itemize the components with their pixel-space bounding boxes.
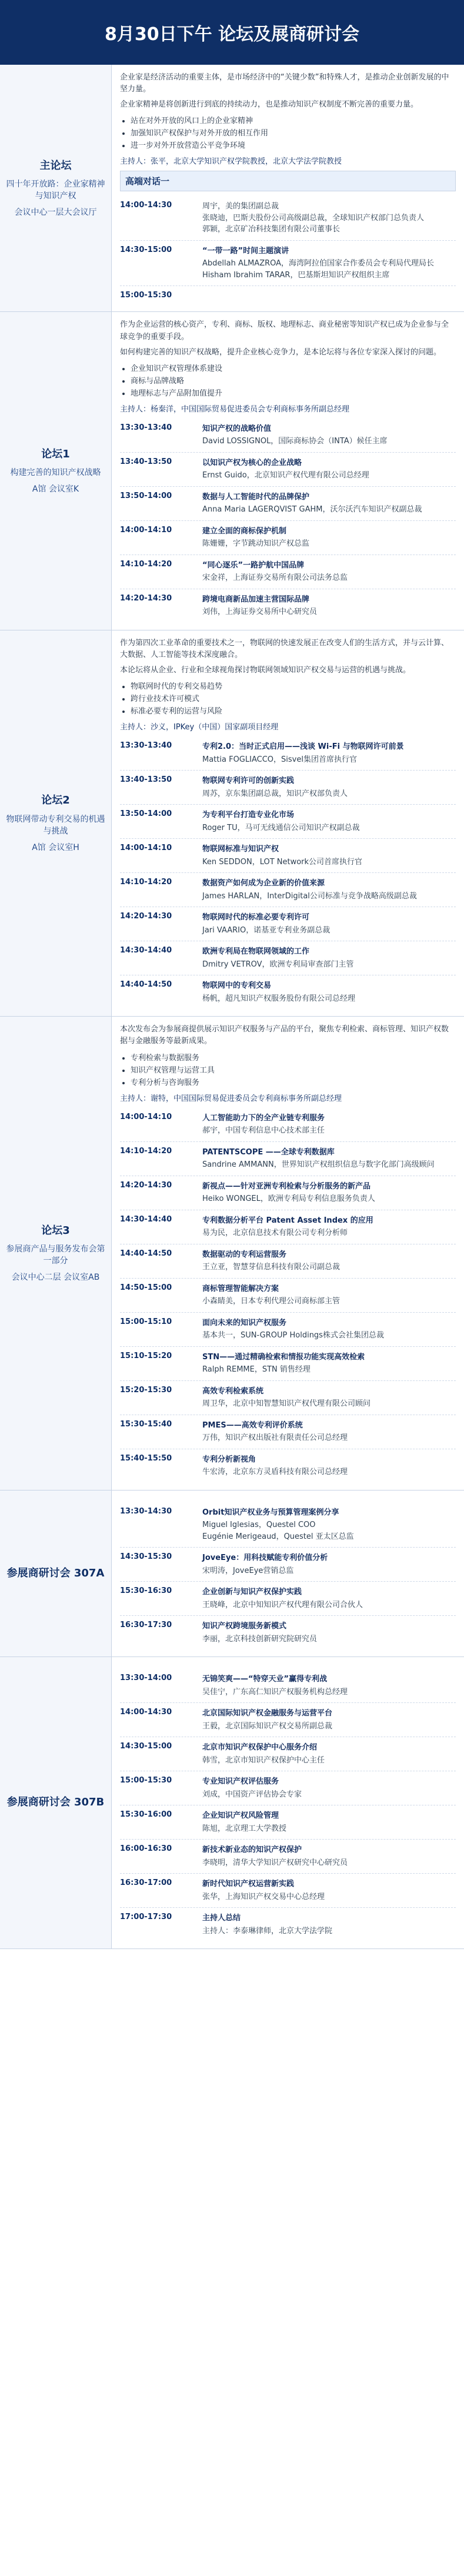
agenda-desc (202, 1386, 456, 1410)
session-row (0, 1657, 464, 1949)
agenda-item (120, 1547, 456, 1581)
agenda-speaker: Ken SEDDON，LOT Network公司首席执行官 (202, 857, 363, 867)
agenda-title: 数据与人工智能时代的品牌保护 (202, 492, 310, 502)
page-title-text: 8月30日下午 论坛及展商研讨会 (104, 24, 360, 45)
session-right (112, 1017, 464, 1489)
agenda-title: 为专利平台打造专业化市场 (202, 811, 295, 820)
agenda-desc (202, 1810, 456, 1834)
agenda-list (120, 1669, 456, 1941)
agenda-desc (202, 1552, 456, 1576)
agenda-speaker: 吴佳宁，广东高仁知识产权服务机构总经理 (202, 1687, 348, 1697)
agenda-speaker: 周宇，美的集团副总裁 (202, 202, 279, 211)
agenda-speaker: 万伟，知识产权出版社有限责任公司总经理 (202, 1433, 348, 1443)
session-left (0, 1491, 112, 1657)
agenda-desc (202, 1249, 456, 1273)
agenda-time: 16:30-17:30 (120, 1621, 172, 1630)
agenda-speaker: 王立亚，智慧芽信息科技有限公司副总裁 (202, 1263, 341, 1272)
bullet-item: • 站在对外开放的风口上的企业家精神 (131, 114, 456, 125)
agenda-time: 17:00-17:30 (120, 1913, 172, 1922)
agenda-title: 新时代知识产权运营新实践 (202, 1880, 295, 1889)
agenda-time: 14:20-14:30 (120, 593, 172, 603)
agenda-speaker: Abdellah ALMAZROA，海湾阿拉伯国家合作委员会专利局代理局长 (202, 259, 435, 268)
agenda-time: 13:30-14:00 (120, 1674, 172, 1683)
agenda-item (120, 1141, 456, 1176)
session-bullets (120, 114, 456, 150)
agenda-speaker: 周苏，京东集团副总裁，知识产权部负责人 (202, 789, 348, 798)
session-right (112, 65, 464, 311)
agenda-speaker: 主持人：李泰琳律师，北京大学法学院 (202, 1926, 333, 1936)
agenda-time: 15:10-15:20 (120, 1351, 172, 1360)
agenda-title: 专业知识产权评估服务 (202, 1777, 279, 1787)
session-row (0, 312, 464, 630)
agenda-time: 13:30-13:40 (120, 741, 172, 751)
session-left (0, 65, 112, 311)
agenda-title: PMES——高效专利评价系统 (202, 1420, 303, 1430)
agenda-item (120, 419, 456, 452)
agenda-desc (202, 492, 456, 516)
agenda-item (120, 240, 456, 286)
agenda-item (120, 196, 456, 240)
agenda-desc (202, 1352, 456, 1376)
agenda-time: 13:30-13:40 (120, 423, 172, 432)
agenda-speaker: 易为民，北京信息技术有限公司专利分析师 (202, 1229, 348, 1238)
agenda-title: 以知识产权为核心的企业战略 (202, 458, 302, 467)
session-subtitle: 四十年开放路：企业家精神与知识产权 (6, 179, 105, 201)
session-right (112, 312, 464, 629)
agenda-title: 新视点——针对亚洲专利检索与分析服务的新产品 (202, 1181, 371, 1191)
agenda-time: 14:40-14:50 (120, 1249, 172, 1258)
agenda-list (120, 196, 456, 304)
agenda-item (120, 1346, 456, 1380)
session-subtitle: 物联网带动专利交易的机遇与挑战 (6, 814, 105, 836)
agenda-time: 15:00-15:10 (120, 1317, 172, 1326)
agenda-time: 13:40-13:50 (120, 775, 172, 785)
intro-paragraph: 本次发布会为参展商提供展示知识产权服务与产品的平台，聚焦专利检索、商标管理、知识产权数据与金融服务等最新成果。 (120, 1025, 449, 1046)
agenda-time: 15:30-15:40 (120, 1419, 172, 1429)
agenda-desc (202, 1708, 456, 1732)
agenda-item (120, 1702, 456, 1737)
session-row (0, 630, 464, 1017)
agenda-time: 14:10-14:20 (120, 878, 172, 887)
agenda-desc (202, 1844, 456, 1868)
agenda-title: 无锦笑爽——“特穿天业”赢得专利战 (202, 1675, 328, 1684)
agenda-title: 北京市知识产权保护中心服务介绍 (202, 1743, 318, 1752)
agenda-time: 14:00-14:30 (120, 201, 172, 210)
agenda-time: 15:20-15:30 (120, 1385, 172, 1395)
session-left (0, 1017, 112, 1489)
agenda-desc (202, 1283, 456, 1307)
agenda-speaker: 郭颖，北京矿冶科技集团有限公司董事长 (202, 225, 341, 234)
session-chair: 主持人：杨秦洋，中国国际贸易促进委员会专利商标事务所副总经理 (120, 404, 350, 414)
agenda-title: 专利分析新视角 (202, 1455, 256, 1464)
agenda-speaker: 郝宇，中国专利信息中心技术部主任 (202, 1126, 325, 1136)
agenda-desc (202, 1454, 456, 1478)
agenda-item (120, 1449, 456, 1483)
agenda-time: 14:10-14:20 (120, 559, 172, 569)
agenda-title: 面向未来的知识产权服务 (202, 1318, 287, 1327)
agenda-speaker: Anna Maria LAGERQVIST GAHM，沃尔沃汽车知识产权副总裁 (202, 505, 422, 514)
agenda-list (120, 1108, 456, 1483)
agenda-time: 16:00-16:30 (120, 1844, 172, 1854)
agenda-desc (202, 1181, 456, 1205)
agenda-desc (202, 1147, 456, 1171)
agenda-title: 物联网标准与知识产权 (202, 845, 279, 854)
agenda-speaker: Jari VAARIO，诺基亚专利业务副总裁 (202, 925, 331, 935)
bullet-item: • 商标与品牌战略 (131, 374, 456, 386)
agenda-item (120, 975, 456, 1009)
intro-paragraph: 本论坛将从企业、行业和全球视角探讨物联网领域知识产权交易与运营的机遇与挑战。 (120, 666, 411, 675)
agenda-desc (202, 912, 456, 936)
agenda-item (120, 1907, 456, 1941)
agenda-time: 14:40-14:50 (120, 980, 172, 990)
agenda-desc (202, 1317, 456, 1342)
agenda-item (120, 1312, 456, 1346)
agenda-item (120, 838, 456, 872)
agenda-title: 专利2.0：当时正式启用——浅谈 Wi-Fi 与物联网许可前景 (202, 742, 404, 752)
session-right (112, 1657, 464, 1948)
agenda-desc (202, 775, 456, 799)
agenda-desc (202, 980, 456, 1004)
agenda-item (120, 907, 456, 941)
bullet-item: • 地理标志与产品附加值提升 (131, 387, 456, 398)
agenda-time: 15:30-16:30 (120, 1586, 172, 1596)
bullet-item: • 标准必要专利的运营与风险 (131, 705, 456, 716)
agenda-desc (202, 526, 456, 550)
session-intro (120, 72, 456, 111)
agenda-speaker: 王毅，北京国际知识产权交易所副总裁 (202, 1721, 333, 1731)
agenda-speaker: Eugénie Merigeaud，Questel 亚太区总监 (202, 1532, 354, 1541)
agenda-item (120, 1839, 456, 1873)
agenda-item (120, 941, 456, 975)
agenda-title: 人工智能助力下的全产业链专利服务 (202, 1113, 325, 1123)
session-title: 主论坛 (39, 159, 72, 172)
agenda-title: PATENTSCOPE ——全球专利数据库 (202, 1147, 335, 1157)
bullet-item: • 进一步对外开放营造公平竞争环境 (131, 139, 456, 150)
session-chair: 主持人：沙义，IPKey（中国）国家副项目经理 (120, 723, 279, 732)
agenda-time: 13:30-14:30 (120, 1506, 172, 1516)
agenda-desc (202, 245, 456, 281)
agenda-speaker: Mattia FOGLIACCO，Sisvel集团首席执行官 (202, 755, 357, 764)
agenda-item (120, 1615, 456, 1649)
bullet-item: • 专利检索与数据服务 (131, 1051, 456, 1063)
session-title: 论坛1 (41, 447, 70, 460)
session-subtitle: 参展商产品与服务发布会第一部分 (6, 1244, 105, 1266)
agenda-desc (202, 1621, 456, 1645)
agenda-title: 跨境电商新品加速主营国际品牌 (202, 595, 310, 604)
agenda-list (120, 736, 456, 1009)
agenda-time: 14:00-14:30 (120, 1708, 172, 1717)
agenda-time: 14:20-14:30 (120, 912, 172, 921)
agenda-title: 数据资产如何成为企业新的价值来源 (202, 879, 325, 888)
agenda-title: 北京国际知识产权金融服务与运营平台 (202, 1709, 333, 1718)
agenda-desc (202, 457, 456, 482)
agenda-desc (202, 1507, 456, 1543)
agenda-title: 知识产权的战略价值 (202, 424, 272, 433)
agenda-item (120, 1771, 456, 1805)
session-title: 参展商研讨会 307B (6, 1796, 105, 1809)
session-left (0, 312, 112, 629)
session-intro (120, 638, 456, 676)
agenda-time: 14:00-14:10 (120, 844, 172, 853)
session-title: 论坛2 (41, 794, 70, 807)
agenda-desc (202, 560, 456, 584)
agenda-speaker: 张晓迪，巴斯夫股份公司高级副总裁，全球知识产权部门总负责人 (202, 213, 425, 223)
session-room: 会议中心二层 会议室AB (11, 1273, 100, 1283)
agenda-item (120, 1108, 456, 1141)
agenda-title: STN——通过精确检索和情报功能实现高效检索 (202, 1352, 365, 1362)
agenda-desc (202, 809, 456, 834)
intro-paragraph: 作为企业运营的核心资产，专利、商标、版权、地理标志、商业秘密等知识产权已成为企业参与全球竞争的重要手段。 (120, 320, 449, 341)
agenda-speaker: 陈旭，北京理工大学教授 (202, 1824, 287, 1833)
agenda-item (120, 1873, 456, 1907)
agenda-time: 15:00-15:30 (120, 291, 172, 300)
agenda-time: 15:00-15:30 (120, 1776, 172, 1785)
agenda-desc (202, 1215, 456, 1239)
agenda-item (120, 1210, 456, 1244)
agenda-speaker: 刘伟，上海证券交易所中心研究员 (202, 608, 318, 617)
agenda-desc (202, 844, 456, 868)
agenda-item (120, 1737, 456, 1771)
agenda-time: 14:10-14:20 (120, 1146, 172, 1156)
agenda-title: 知识产权跨境服务新模式 (202, 1622, 287, 1631)
agenda-speaker: 宋金祥，上海证券交易所有限公司法务总监 (202, 573, 348, 583)
agenda-item (120, 1278, 456, 1312)
agenda-item (120, 872, 456, 907)
agenda-desc (202, 423, 456, 447)
agenda-item (120, 1805, 456, 1839)
session-subtitle: 构建完善的知识产权战略 (10, 468, 101, 478)
session-row (0, 1491, 464, 1658)
agenda-speaker: 杨帆，超凡知识产权服务股份有限公司总经理 (202, 994, 356, 1003)
session-bullets (120, 680, 456, 716)
agenda-speaker: 李丽，北京科技创新研究院研究员 (202, 1634, 318, 1644)
agenda-speaker: Hisham Ibrahim TARAR，巴基斯坦知识产权组织主席 (202, 270, 390, 280)
agenda-time: 14:30-14:40 (120, 946, 172, 955)
session-left (0, 630, 112, 1016)
session-left (0, 1657, 112, 1948)
agenda-desc (202, 1776, 456, 1800)
agenda-speaker: 李晓明，清华大学知识产权研究中心研究员 (202, 1858, 348, 1867)
session-row (0, 65, 464, 312)
agenda-item (120, 1176, 456, 1210)
agenda-desc (202, 946, 456, 970)
agenda-item (120, 1581, 456, 1615)
agenda-desc (202, 291, 456, 300)
session-row (0, 1017, 464, 1490)
agenda-time: 14:30-15:00 (120, 245, 172, 254)
agenda-title: 高效专利检索系统 (202, 1386, 264, 1396)
agenda-desc (202, 1113, 456, 1137)
agenda-title: 物联网中的专利交易 (202, 981, 272, 991)
bullet-item: • 知识产权管理与运营工具 (131, 1064, 456, 1075)
agenda-desc (202, 741, 456, 765)
agenda-speaker: David LOSSIGNOL，国际商标协会（INTA）候任主席 (202, 437, 388, 446)
agenda-time: 14:00-14:10 (120, 525, 172, 535)
agenda-desc (202, 1878, 456, 1903)
bullet-item: • 专利分析与咨询服务 (131, 1076, 456, 1087)
agenda-title: 欧洲专利局在物联网领域的工作 (202, 947, 310, 957)
agenda-item (120, 1415, 456, 1449)
agenda-title: 主持人总结 (202, 1914, 241, 1923)
agenda-speaker: Ernst Guido，北京知识产权代理有限公司总经理 (202, 471, 369, 480)
agenda-item (120, 804, 456, 838)
agenda-desc (202, 878, 456, 902)
agenda-title: 数据驱动的专利运营服务 (202, 1250, 287, 1259)
agenda-time: 14:00-14:10 (120, 1112, 172, 1121)
agenda-speaker: Dmitry VETROV，欧洲专利局审查部门主管 (202, 960, 354, 969)
agenda-item (120, 770, 456, 804)
agenda-item (120, 1244, 456, 1278)
session-intro (120, 1024, 456, 1047)
agenda-item (120, 555, 456, 589)
agenda-speaker: 小森睛美，日本专利代理公司商标部主管 (202, 1297, 341, 1306)
agenda-title: 商标管理智能解决方案 (202, 1284, 279, 1293)
agenda-title: 专利数据分析平台 Patent Asset Index 的应用 (202, 1216, 373, 1225)
agenda-time: 14:30-14:40 (120, 1214, 172, 1224)
session-bullets (120, 362, 456, 398)
agenda-time: 15:30-16:00 (120, 1810, 172, 1820)
agenda-speaker: 周卫华，北京中知智慧知识产权代理有限公司顾问 (202, 1399, 371, 1409)
agenda-speaker: James HARLAN，InterDigital公司标准与竞争战略高级副总裁 (202, 891, 417, 901)
agenda-item (120, 1669, 456, 1702)
agenda-speaker: 基本共一，SUN-GROUP Holdings株式会社集团总裁 (202, 1331, 384, 1340)
agenda-speaker: 宋明涛，JoveEye营销总监 (202, 1566, 294, 1575)
agenda-item (120, 589, 456, 623)
session-chair: 主持人：张平，北京大学知识产权学院教授，北京大学法学院教授 (120, 157, 342, 167)
bullet-item: • 跨行业技术许可模式 (131, 692, 456, 703)
agenda-item (120, 1380, 456, 1415)
agenda-title: JoveEye：用科技赋能专利价值分析 (202, 1553, 328, 1563)
agenda-time: 13:50-14:00 (120, 491, 172, 500)
agenda-time: 16:30-17:00 (120, 1878, 172, 1888)
sessions-grid (0, 65, 464, 1949)
agenda-speaker: 韩雪，北京市知识产权保护中心主任 (202, 1755, 325, 1765)
agenda-item (120, 286, 456, 304)
bullet-item: • 物联网时代的专利交易趋势 (131, 680, 456, 691)
agenda-desc (202, 201, 456, 235)
agenda-title: 物联网时代的标准必要专利许可 (202, 913, 310, 922)
agenda-speaker: Sandrine AMMANN，世界知识产权组织信息与数字化部门高级顾问 (202, 1160, 435, 1170)
agenda-section-title: 高端对话一 (120, 171, 456, 191)
agenda-title: 物联网专利许可的创新实践 (202, 776, 295, 786)
session-bullets (120, 1051, 456, 1087)
agenda-title: 企业创新与知识产权保护实践 (202, 1588, 302, 1597)
agenda-time: 14:30-15:30 (120, 1552, 172, 1562)
agenda-desc (202, 1674, 456, 1698)
session-title: 论坛3 (41, 1224, 70, 1237)
agenda-list (120, 1502, 456, 1650)
agenda-desc (202, 1420, 456, 1444)
session-intro (120, 319, 456, 358)
agenda-time: 14:20-14:30 (120, 1180, 172, 1190)
agenda-desc (202, 1586, 456, 1611)
agenda-speaker: 牛宏涛，北京东方灵盾科技有限公司总经理 (202, 1468, 348, 1477)
agenda-item (120, 452, 456, 486)
agenda-time: 14:50-15:00 (120, 1283, 172, 1292)
session-right (112, 1491, 464, 1657)
agenda-title: “一带一路”时间主题演讲 (202, 246, 289, 255)
bullet-item: • 企业知识产权管理体系建设 (131, 362, 456, 373)
agenda-item (120, 520, 456, 555)
agenda-item (120, 736, 456, 770)
agenda-time: 13:50-14:00 (120, 809, 172, 819)
agenda-title: “同心逐乐”一路护航中国品牌 (202, 560, 305, 570)
agenda-item (120, 486, 456, 520)
agenda-title: 建立全面的商标保护机制 (202, 526, 287, 536)
intro-paragraph: 作为第四次工业革命的重要技术之一，物联网的快速发展正在改变人们的生活方式，并与云计算、大数据、人工智能等技术深度融合。 (120, 638, 449, 659)
session-right (112, 630, 464, 1016)
session-room: A馆 会议室H (32, 842, 79, 852)
agenda-speaker: 陈姗姗，字节跳动知识产权总监 (202, 539, 310, 549)
agenda-title: 新技术新业态的知识产权保护 (202, 1845, 302, 1855)
agenda-speaker: Heiko WONGEL，欧洲专利局专利信息服务负责人 (202, 1194, 375, 1204)
agenda-time: 14:30-15:00 (120, 1742, 172, 1751)
session-title: 参展商研讨会 307A (6, 1566, 105, 1579)
intro-paragraph: 企业家精神是将创新进行到底的持续动力，也是推动知识产权制度不断完善的重要力量。 (120, 100, 419, 109)
bullet-item: • 加强知识产权保护与对外开放的相互作用 (131, 127, 456, 138)
agenda-desc (202, 594, 456, 618)
agenda-speaker: Miguel Iglesias，Questel COO (202, 1521, 316, 1530)
agenda-speaker: Ralph REMME，STN 销售经理 (202, 1365, 311, 1375)
agenda-time: 15:40-15:50 (120, 1453, 172, 1463)
intro-paragraph: 企业家是经济活动的重要主体，是市场经济中的“关键少数”和特殊人才，是推动企业创新发展的中坚力量。 (120, 73, 449, 94)
page-title (0, 0, 464, 65)
agenda-speaker: 张华，上海知识产权交易中心总经理 (202, 1892, 325, 1901)
intro-paragraph: 如何构建完善的知识产权战略，提升企业核心竞争力，是本论坛将与各位专家深入探讨的问题。 (120, 347, 442, 357)
agenda-item (120, 1502, 456, 1548)
agenda-title: Orbit知识产权业务与预算管理案例分享 (202, 1508, 339, 1517)
session-room: 会议中心一层大会议厅 (14, 207, 97, 217)
session-chair: 主持人：谢特，中国国际贸易促进委员会专利商标事务所副总经理 (120, 1094, 342, 1103)
agenda-list (120, 419, 456, 623)
agenda-desc (202, 1742, 456, 1766)
session-room: A馆 会议室K (32, 484, 79, 494)
agenda-speaker: 王晓峰，北京中知知识产权代理有限公司合伙人 (202, 1600, 363, 1609)
agenda-speaker: Roger TU，马可无线通信公司知识产权副总裁 (202, 823, 360, 832)
agenda-speaker: 刘成，中国资产评估协会专家 (202, 1790, 302, 1799)
agenda-time: 13:40-13:50 (120, 457, 172, 466)
agenda-desc (202, 1913, 456, 1937)
agenda-title: 企业知识产权风险管理 (202, 1811, 279, 1821)
